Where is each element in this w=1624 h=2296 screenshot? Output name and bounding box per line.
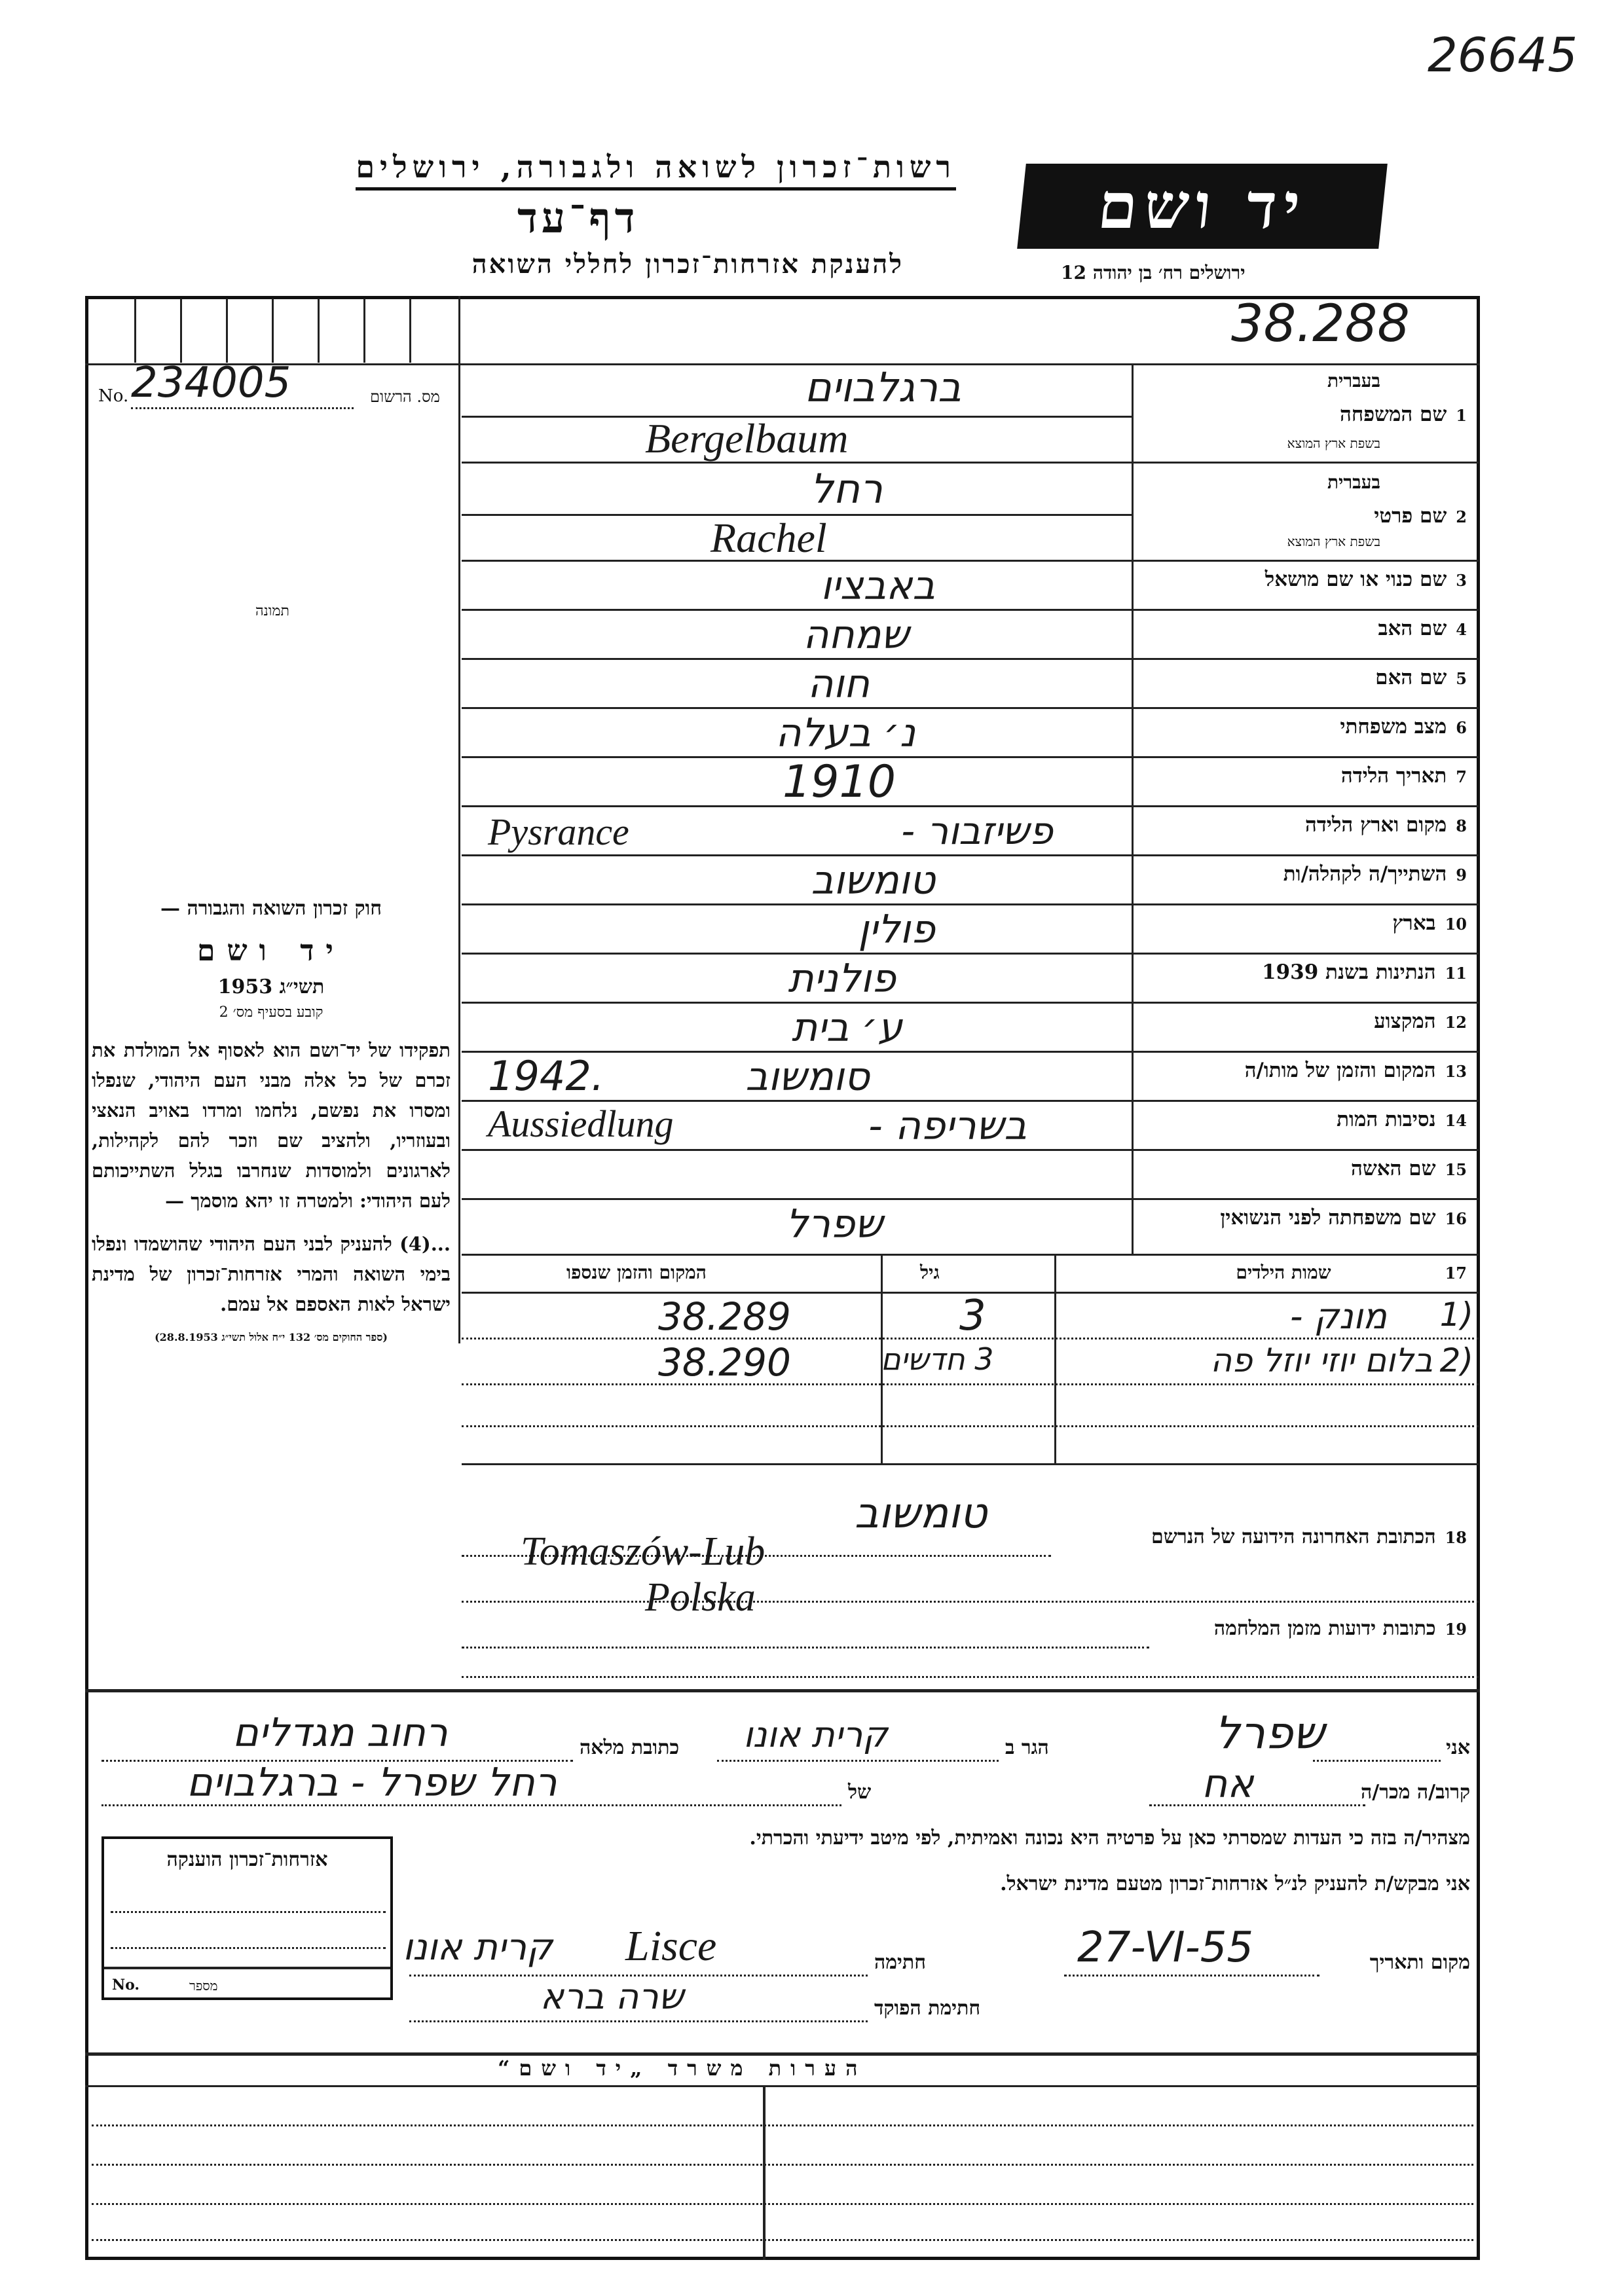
- field-9-label: 9השתייך/ה לקהלה/ות: [1283, 862, 1467, 886]
- notes-line-4: [92, 2239, 1473, 2241]
- last-address-country: Polska: [645, 1575, 756, 1620]
- field-1-value: ברגלבוים: [804, 363, 961, 411]
- field-1-value-native: Bergelbaum: [645, 415, 849, 462]
- form-title: דף־עד: [517, 194, 639, 243]
- field-14-label: 14נסיבות המות: [1337, 1108, 1467, 1131]
- citizenship-num-label: מספר: [189, 1978, 218, 1994]
- declarant-section: [88, 1689, 1477, 2049]
- declarant-address: רחוב מגדלים: [232, 1710, 448, 1756]
- field-2-value: רחל: [810, 465, 883, 513]
- field-values: [462, 363, 1132, 1254]
- child-2-age: 3 חדשים: [881, 1341, 994, 1377]
- office-notes-title: הערות משרד „יד ושם“: [498, 2056, 867, 2081]
- field-13-value: סומשוב: [745, 1054, 870, 1100]
- field-11-label: 11הנתינות בשנת 1939: [1261, 960, 1467, 984]
- notes-line-2: [92, 2164, 1473, 2166]
- law-paragraph-2: ...(4) להעניק לבני העם היהודי שהושמדו ונפלו בימי השואה והמרי אזרחות־זכרון של מדינת ישראל לאות האספם אל עמם.: [92, 1233, 451, 1315]
- children-place-header: המקום והזמן שנספו: [566, 1262, 707, 1283]
- address-section: [462, 1463, 1479, 1689]
- law-year: תשי״ג 1953: [217, 975, 325, 998]
- law-footnote: (ספר החוקים מס׳ 132 י״ח אלול תשי״ג 28.8.1953): [155, 1331, 388, 1343]
- children-names-header: 17שמות הילדים: [1236, 1262, 1467, 1283]
- child-1-name: מונק -: [1290, 1296, 1387, 1337]
- yad-vashem-logo: [1017, 164, 1388, 249]
- declarant-relative-label: קרוב/ה מכר/ה: [1361, 1781, 1470, 1804]
- law-name: יד ושם: [197, 934, 345, 968]
- field-16-value: שפרל: [786, 1201, 883, 1247]
- last-address-label: 18הכתובת האחרונה הידועה של הנרשם: [1151, 1525, 1467, 1548]
- field-11-value: פולנית: [788, 956, 896, 1002]
- declarant-ani-label: אני: [1446, 1736, 1470, 1759]
- field-15-label: 15שם האשה: [1350, 1157, 1467, 1180]
- field-labels: [1135, 363, 1479, 1254]
- field-10-value: פולין: [858, 907, 935, 953]
- citizenship-no-label: No.: [112, 1977, 140, 1994]
- child-1-index: 1): [1439, 1296, 1473, 1334]
- war-address-label: 19כתובות ידועות מזמן המלחמה: [1213, 1617, 1467, 1640]
- field-3-value: באבציו: [821, 563, 935, 609]
- child-2-place: 38.290: [658, 1340, 791, 1385]
- signature-value-latin: Lisce: [625, 1922, 717, 1970]
- children-age-header: גיל: [920, 1262, 940, 1283]
- field-12-value: ע׳ בית: [791, 1005, 902, 1051]
- logo-text: יד ושם: [1094, 169, 1310, 243]
- registration-boxes: [88, 299, 458, 363]
- child-2-index: 2): [1439, 1341, 1473, 1379]
- field-8-value: פשיזבור -: [901, 809, 1053, 853]
- field-1-hebrew-label: בעברית: [1327, 370, 1380, 392]
- field-6-value: נ׳ בעלה: [775, 710, 915, 756]
- law-title: חוק זכרון השואה והגבורה —: [160, 897, 382, 920]
- field-12-label: 12המקצוע: [1374, 1010, 1467, 1033]
- law-paragraph-1: תפקידו של יד־ושם הוא לאסוף אל המולדת את זכרם של כל אלה מבני העם היהודי, שנפלו ומסרו את נפשם, נלחמו ומרדו באויב הנאצי ובעוזריו, ולהציב שם וזכר להם לקהילות, לארגונים ולמוסדות שנחרבו בגלל השתייכותם לעם היהודי: ולמטרה זו יהא מוסמך —: [92, 1039, 451, 1212]
- field-5-label: 5שם האם: [1375, 666, 1467, 689]
- declarant-city-label: הגר ב: [1005, 1736, 1049, 1759]
- field-1-label: 1שם המשפחה: [1340, 403, 1467, 426]
- signature-label: חתימה: [874, 1951, 926, 1974]
- field-2-value-native: Rachel: [710, 515, 827, 561]
- field-2-label: 2שם פרטי: [1374, 504, 1467, 528]
- photo-label: תמונה: [255, 603, 289, 619]
- last-address-city: Tomaszów-Lub: [521, 1529, 766, 1574]
- statement-1: מצהיר/ה בזה כי העדות שמסרתי כאן על פרטיה היא נכונה ואמיתית, לפי מיטב ידיעתי והכרתי.: [749, 1827, 1470, 1850]
- citizenship-title: אזרחות־זכרון הוענקה: [166, 1848, 328, 1871]
- field-13-label: 13המקום והזמן של מותו/ה: [1244, 1059, 1467, 1082]
- field-2-native-label: בשפת ארץ המוצא: [1287, 534, 1380, 549]
- field-8-value-native: Pysrance: [488, 811, 629, 853]
- place-date-label: מקום ותאריך: [1369, 1951, 1470, 1974]
- form-subtitle: להענקת אזרחות־זכרון לחללי השואה: [471, 249, 904, 280]
- children-table: [462, 1254, 1479, 1463]
- notes-line-3: [92, 2203, 1473, 2205]
- field-1-native-label: בשפת ארץ המוצא: [1287, 435, 1380, 451]
- official-label: חתימת הפוקד: [874, 1997, 981, 2020]
- field-14-value: בשריפה -: [868, 1103, 1027, 1149]
- field-6-label: 6מצב משפחתי: [1340, 715, 1467, 738]
- declarant-of-label: של: [848, 1781, 872, 1804]
- field-14-value-native: Aussiedlung: [488, 1102, 674, 1145]
- field-3-label: 3שם כנוי או שם מושאל: [1264, 568, 1467, 591]
- field-7-value: 1910: [783, 756, 896, 808]
- child-1-place: 38.289: [658, 1294, 791, 1339]
- field-5-value: חוה: [807, 661, 870, 707]
- field-7-label: 7תאריך הלידה: [1340, 764, 1467, 788]
- declarant-address-label: כתובת מלאה: [580, 1736, 680, 1759]
- signature-value: קרית אונו: [403, 1926, 553, 1969]
- field-9-value: טומשוב: [811, 858, 935, 903]
- header-address: ירושלים רח׳ בן יהודה 12: [1061, 262, 1246, 283]
- child-2-name: בלום יוזי יוזל פה: [1210, 1341, 1433, 1379]
- declarant-of: רחל שפרל - ברגלבוים: [187, 1760, 557, 1806]
- declarant-name: שפרל: [1215, 1707, 1325, 1759]
- field-8-label: 8מקום וארץ הלידה: [1305, 813, 1467, 837]
- notes-line-1: [92, 2124, 1473, 2126]
- declarant-city: קרית אונו: [743, 1714, 888, 1755]
- archive-number: 26645: [1428, 27, 1578, 82]
- org-line: רשות־זכרון לשואה ולגבורה, ירושלים: [356, 149, 956, 191]
- statement-2: אני מבקש/ת להעניק לנ״ל אזרחות־זכרון מטעם מדינת ישראל.: [1000, 1872, 1470, 1895]
- date-value: 27-VI-55: [1077, 1923, 1254, 1972]
- record-number: 38.288: [1231, 295, 1410, 354]
- field-2-hebrew-label: בעברית: [1327, 471, 1380, 493]
- law-clause: קובע בסעיף מס׳ 2: [219, 1004, 323, 1021]
- field-13-year: 1942.: [488, 1052, 604, 1100]
- child-1-age: 3: [959, 1292, 986, 1340]
- declarant-relative: אח: [1202, 1761, 1254, 1807]
- field-10-label: 10בארץ: [1392, 911, 1467, 935]
- law-box: [92, 897, 451, 1460]
- registration-label: מס. הרשום: [370, 388, 440, 406]
- registration-number: 234005: [131, 359, 354, 409]
- field-4-value: שמחה: [803, 612, 909, 658]
- official-value: שרה ברא: [540, 1976, 684, 2017]
- last-address-value: טומשוב: [855, 1489, 987, 1538]
- citizenship-box: [101, 1836, 393, 2000]
- field-16-label: 16שם משפחתה לפני הנשואין: [1220, 1206, 1467, 1230]
- registration-no-label: No.: [98, 386, 129, 406]
- field-4-label: 4שם האב: [1378, 617, 1467, 640]
